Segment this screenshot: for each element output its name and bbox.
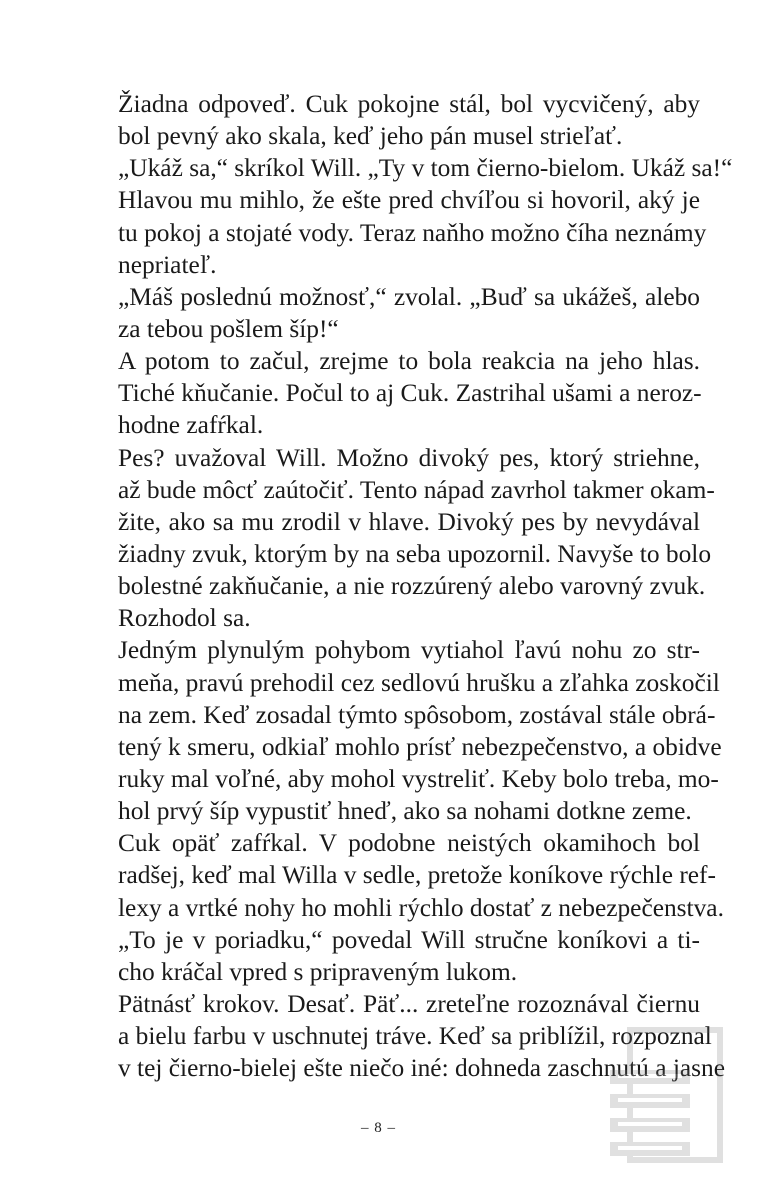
text-line: Pes? uvažoval Will. Možno divoký pes, ktorý striehne, [118, 443, 700, 472]
text-line: hodne zafŕkal. [118, 411, 264, 440]
text-line: nepriateľ. [118, 250, 217, 279]
text-line: hol prvý šíp vypustiť hneď, ako sa nohami dotkne zeme. [118, 797, 692, 826]
text-line: tený k smeru, odkiaľ mohlo prísť nebezpečenstvo, a obidve [118, 732, 722, 761]
text-line: „Ukáž sa,“ skríkol Will. „Ty v tom čierno-bielom. Ukáž sa!“ [118, 154, 733, 183]
text-line: v tej čierno-bielej ešte niečo iné: dohneda zaschnutú a jasne [118, 1054, 726, 1083]
text-line: Žiadna odpoveď. Cuk pokojne stál, bol vycvičený, aby [118, 90, 700, 118]
text-line: Hlavou mu mihlo, že ešte pred chvíľou si hovoril, aký je [118, 186, 700, 215]
text-line: na zem. Keď zosadal týmto spôsobom, zostával stále obrá- [118, 700, 716, 729]
text-line: Rozhodol sa. [118, 604, 251, 633]
text-line: lexy a vrtké nohy ho mohli rýchlo dostať z nebezpečenstva. [118, 893, 724, 922]
book-stack-logo-icon [590, 1010, 740, 1170]
body-text [118, 88, 733, 1084]
text-line: Jedným plynulým pohybom vytiahol ľavú nohu zo str- [118, 636, 700, 665]
text-line: meňa, pravú prehodil cez sedlovú hrušku a zľahka zoskočil [118, 668, 720, 697]
text-line: radšej, keď mal Willa v sedle, pretože koníkove rýchle ref- [118, 861, 716, 890]
text-line: „Máš poslednú možnosť,“ zvolal. „Buď sa ukážeš, alebo [118, 282, 700, 311]
text-line: A potom to začul, zrejme to bola reakcia na jeho hlas. [118, 347, 700, 376]
text-line: Pätnásť krokov. Desať. Päť... zreteľne rozoznával čiernu [118, 989, 700, 1018]
text-line: bolestné zakňučanie, a nie rozzúrený alebo varovný zvuk. [118, 572, 706, 601]
text-line: cho kráčal vpred s pripraveným lukom. [118, 957, 518, 986]
text-line: Tiché kňučanie. Počul to aj Cuk. Zastrihal ušami a neroz- [118, 379, 702, 408]
text-line: bol pevný ako skala, keď jeho pán musel strieľať. [118, 122, 623, 151]
text-line: a bielu farbu v uschnutej tráve. Keď sa priblížil, rozpoznal [118, 1022, 712, 1051]
text-line: až bude môcť zaútočiť. Tento nápad zavrhol takmer okam- [118, 475, 715, 504]
text-line: žiadny zvuk, ktorým by na seba upozornil. Navyše to bolo [118, 539, 712, 568]
text-line: Cuk opäť zafŕkal. V podobne neistých okamihoch bol [118, 829, 700, 858]
text-line: žite, ako sa mu zrodil v hlave. Divoký pes by nevydával [118, 507, 700, 536]
page-number: – 8 – [361, 1120, 396, 1136]
text-line: „To je v poriadku,“ povedal Will stručne koníkovi a ti- [118, 925, 700, 954]
text-line: ruky mal voľné, aby mohol vystreliť. Keby bolo treba, mo- [118, 764, 719, 793]
text-line: tu pokoj a stojaté vody. Teraz naňho možno číha neznámy [118, 218, 707, 247]
text-line: za tebou pošlem šíp!“ [118, 314, 339, 343]
